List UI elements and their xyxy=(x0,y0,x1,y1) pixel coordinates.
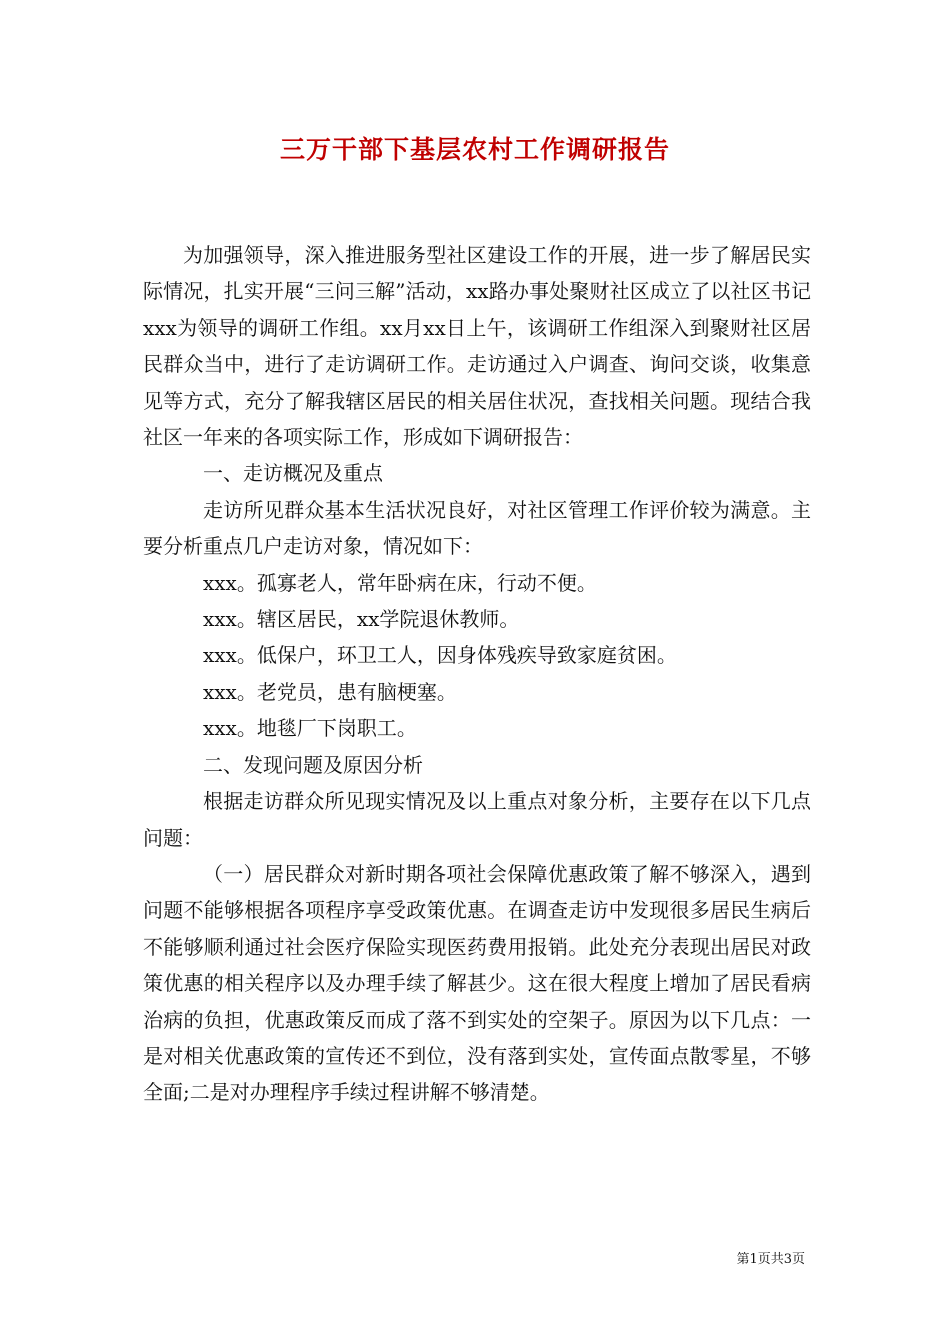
list-item: xxx。辖区居民，xx学院退休教师。 xyxy=(203,607,520,632)
intro-paragraph: 为加强领导，深入推进服务型社区建设工作的开展，进一步了解居民实际情况，扎实开展“三问三解”活动，xx路办事处聚财社区成立了以社区书记xxx为领导的调研工作组。xx月xx日上午，该调研工作组深入到聚财社区居民群众当中，进行了走访调研工作。走访通过入户调查、询问交谈，收集意见等方式，充分了解我辖区居民的相关居住状况，查找相关问题。现结合我社区一年来的各项实际工作，形成如下调研报告： xyxy=(143,243,811,450)
list-item: xxx。老党员，患有脑梗塞。 xyxy=(203,679,457,704)
section-heading-2: 二、发现问题及原因分析 xyxy=(203,752,423,777)
page-number: 第1页共3页 xyxy=(736,1252,805,1267)
problem-paragraph-1: （一）居民群众对新时期各项社会保障优惠政策了解不够深入，遇到问题不能够根据各项程序享受政策优惠。在调查走访中发现很多居民生病后不能够顺利通过社会医疗保险实现医药费用报销。此处充分表现出居民对政策优惠的相关程序以及办理手续了解甚少。这在很大程度上增加了居民看病治病的负担，优惠政策反而成了落不到实处的空架子。原因为以下几点：一是对相关优惠政策的宣传还不到位，没有落到实处，宣传面点散零星，不够全面;二是对办理程序手续过程讲解不够清楚。 xyxy=(143,861,811,1105)
analysis-paragraph: 根据走访群众所见现实情况及以上重点对象分析，主要存在以下几点问题： xyxy=(143,789,811,850)
document-title: 三万干部下基层农村工作调研报告 xyxy=(279,135,670,164)
list-item: xxx。地毯厂下岗职工。 xyxy=(203,716,417,741)
overview-paragraph: 走访所见群众基本生活状况良好，对社区管理工作评价较为满意。主要分析重点几户走访对象，情况如下： xyxy=(143,497,811,559)
list-item: xxx。低保户，环卫工人，因身体残疾导致家庭贫困。 xyxy=(203,643,677,668)
section-heading-1: 一、走访概况及重点 xyxy=(203,461,383,486)
list-item: xxx。孤寡老人，常年卧病在床，行动不便。 xyxy=(203,570,597,595)
document-body xyxy=(143,237,811,1111)
